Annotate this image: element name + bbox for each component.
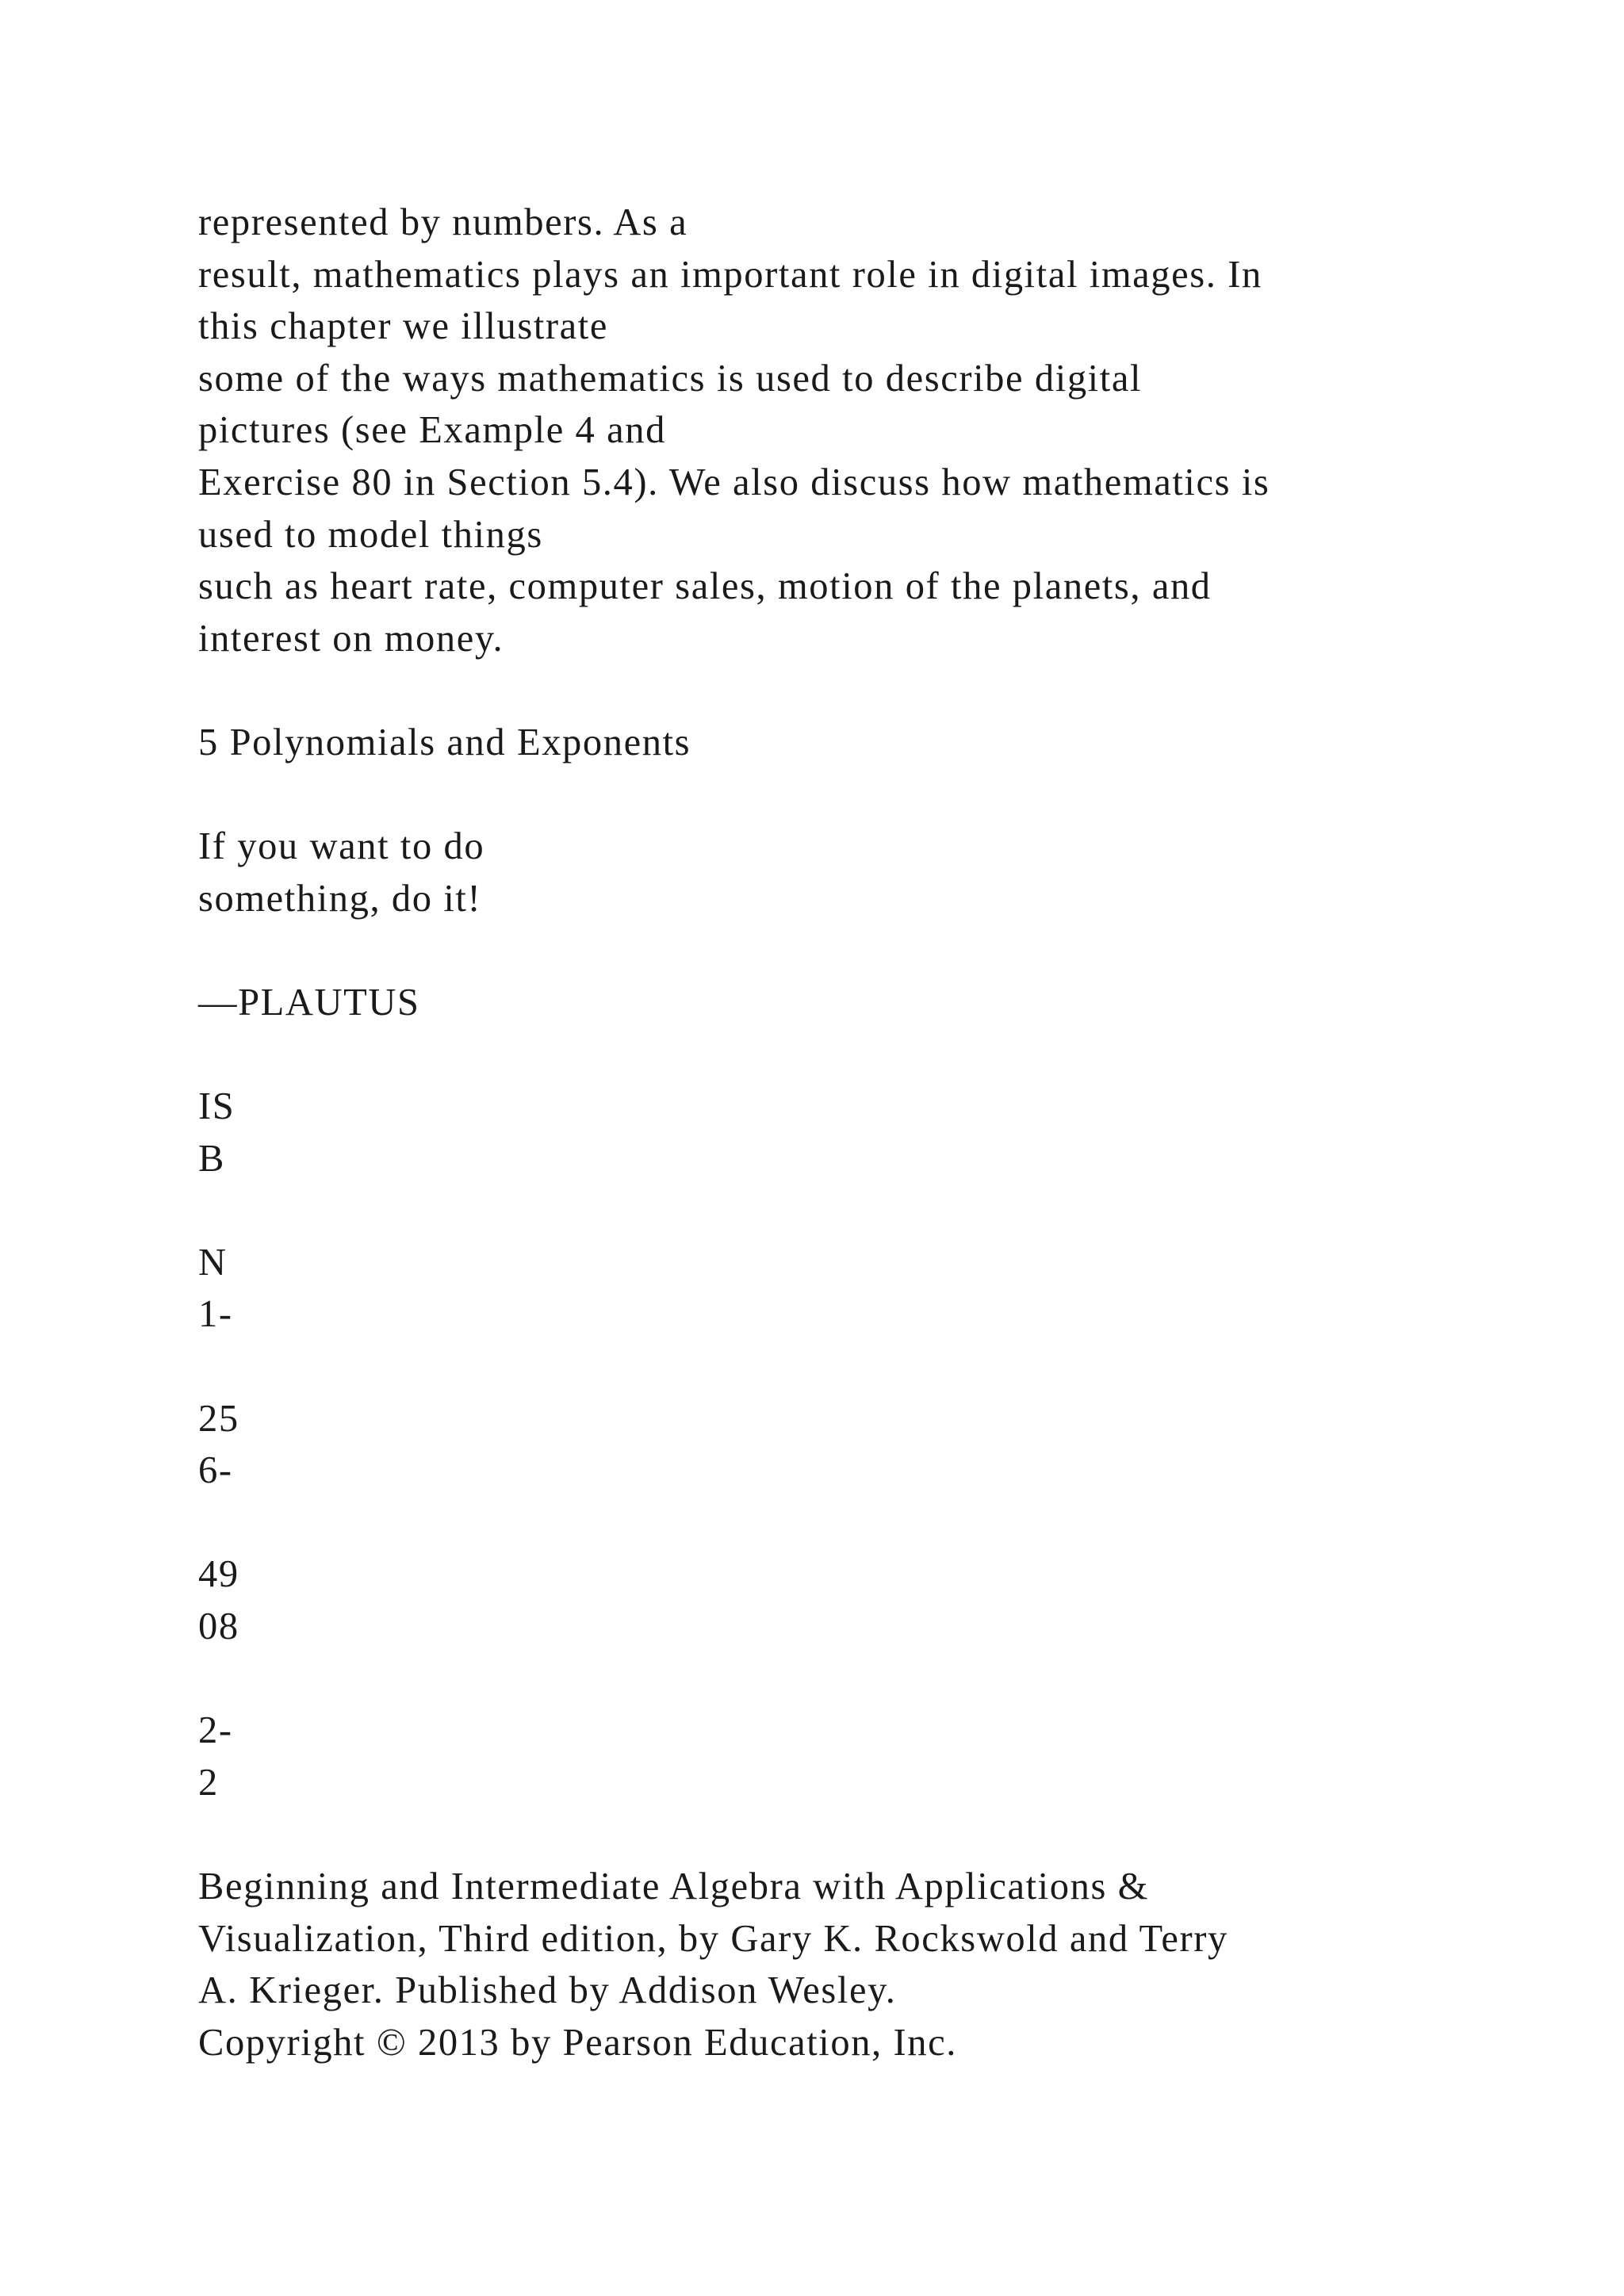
text-line: used to model things (198, 513, 543, 556)
spacer (198, 1184, 1546, 1237)
isbn-fragment: 49 (198, 1553, 239, 1596)
spacer (198, 1497, 1546, 1549)
text-line: such as heart rate, computer sales, motion of the planets, and (198, 565, 1212, 608)
isbn-fragment: 2- (198, 1709, 233, 1752)
isbn-block (198, 1081, 1546, 1808)
citation-line: A. Krieger. Published by Addison Wesley. (198, 1969, 897, 2012)
copyright-line: Copyright © 2013 by Pearson Education, Inc. (198, 2021, 957, 2064)
spacer (198, 769, 1546, 821)
isbn-fragment: 08 (198, 1605, 239, 1648)
quote-line: If you want to do (198, 825, 485, 868)
isbn-fragment: 6- (198, 1449, 233, 1492)
spacer (198, 924, 1546, 977)
text-line: pictures (see Example 4 and (198, 409, 666, 452)
document-page (198, 197, 1546, 2068)
spacer (198, 1808, 1546, 1861)
isbn-fragment: N (198, 1241, 228, 1284)
spacer (198, 1341, 1546, 1393)
chapter-title: 5 Polynomials and Exponents (198, 721, 691, 763)
isbn-fragment: B (198, 1137, 225, 1180)
quote-attribution: —PLAUTUS (198, 981, 420, 1024)
isbn-fragment: 1- (198, 1293, 233, 1336)
text-line: interest on money. (198, 617, 504, 660)
citation-line: Beginning and Intermediate Algebra with Applications & (198, 1866, 1149, 1908)
text-line: some of the ways mathematics is used to describe digital (198, 357, 1143, 400)
epigraph-quote (198, 821, 1546, 924)
quote-line: something, do it! (198, 877, 482, 920)
citation-block (198, 1861, 1546, 2068)
spacer (198, 1029, 1546, 1081)
isbn-fragment: 2 (198, 1761, 219, 1804)
text-line: represented by numbers. As a (198, 201, 688, 243)
intro-paragraph (198, 197, 1546, 664)
text-line: result, mathematics plays an important role in digital images. In (198, 253, 1262, 296)
isbn-fragment: IS (198, 1085, 236, 1128)
spacer (198, 1653, 1546, 1705)
text-line: Exercise 80 in Section 5.4). We also discuss how mathematics is (198, 461, 1270, 503)
isbn-fragment: 25 (198, 1397, 239, 1440)
spacer (198, 664, 1546, 717)
text-line: this chapter we illustrate (198, 305, 609, 348)
citation-line: Visualization, Third edition, by Gary K. Rockswold and Terry (198, 1917, 1228, 1960)
